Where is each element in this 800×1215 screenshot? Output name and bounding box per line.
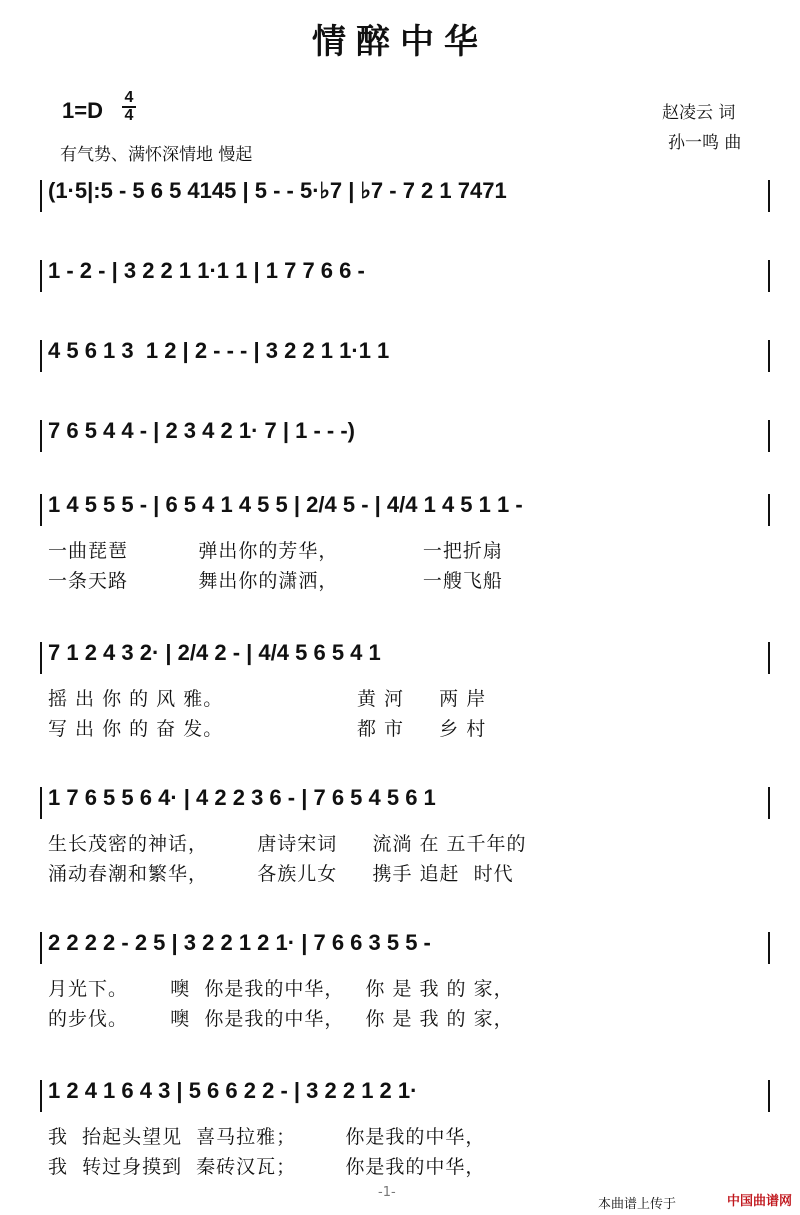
expression-mark: 有气势、满怀深情地 慢起: [60, 145, 253, 165]
time-signature: [122, 90, 136, 124]
meter-top: 4: [124, 89, 134, 106]
lyric-line: 的步伐。 噢 你是我的中华， 你 是 我 的 家，: [48, 1008, 514, 1030]
lyric-line: 摇 出 你 的 风 雅。 黄 河 两 岸: [48, 688, 487, 710]
bar-line: [768, 1080, 770, 1112]
song-title: 情醉中华: [312, 22, 488, 62]
bar-line: [768, 494, 770, 526]
notation-text: 1 2 4 1 6 4 3 | 5 6 6 2 2 - | 3 2 2 1 2 1·: [48, 1078, 418, 1103]
notation-text: 7 6 5 4 4 - | 2 3 4 2 1· 7 | 1 - - -): [48, 418, 356, 443]
meter-bottom: 4: [124, 107, 134, 124]
bar-line: [768, 787, 770, 819]
notation-text: (1·5|:5 - 5 6 5 4145 | 5 - - 5·♭7 | ♭7 - 7 2 1 7471: [48, 178, 507, 203]
lyricist-credit: 赵凌云 词: [662, 103, 736, 123]
bar-line: [40, 260, 42, 292]
bar-line: [40, 1080, 42, 1112]
key-signature: 1=D: [62, 98, 103, 123]
bar-line: [768, 340, 770, 372]
lyric-line: 月光下。 噢 你是我的中华， 你 是 我 的 家，: [48, 978, 514, 1000]
notation-text: 2 2 2 2 - 2 5 | 3 2 2 1 2 1· | 7 6 6 3 5 5 -: [48, 930, 431, 955]
bar-line: [40, 642, 42, 674]
composer-credit: 孙一鸣 曲: [668, 133, 742, 153]
bar-line: [40, 420, 42, 452]
site-logo: 中国曲谱网: [726, 1194, 792, 1209]
bar-line: [40, 340, 42, 372]
bar-line: [40, 494, 42, 526]
lyric-line: 生长茂密的神话， 唐诗宋词 流淌 在 五千年的: [48, 833, 527, 855]
lyric-line: 涌动春潮和繁华， 各族儿女 携手 追赶 时代: [48, 863, 514, 885]
notation-text: 7 1 2 4 3 2· | 2/4 2 - | 4/4 5 6 5 4 1: [48, 640, 381, 665]
notation-text: 1 4 5 5 5 - | 6 5 4 1 4 5 5 | 2/4 5 - | 4/4 1 4 5 1 1 -: [48, 492, 523, 517]
bar-line: [40, 787, 42, 819]
notation-text: 1 7 6 5 5 6 4· | 4 2 2 3 6 - | 7 6 5 4 5 6 1: [48, 785, 436, 810]
bar-line: [768, 420, 770, 452]
bar-line: [40, 180, 42, 212]
notation-text: 1 - 2 - | 3 2 2 1 1·1 1 | 1 7 7 6 6 -: [48, 258, 365, 283]
lyric-line: 一曲琵琶 弹出你的芳华， 一把折扇: [48, 540, 503, 562]
bar-line: [768, 260, 770, 292]
lyric-line: 我 转过身摸到 秦砖汉瓦； 你是我的中华，: [48, 1156, 486, 1178]
lyric-line: 我 抬起头望见 喜马拉雅； 你是我的中华，: [48, 1126, 486, 1148]
bar-line: [768, 932, 770, 964]
bar-line: [768, 180, 770, 212]
lyric-line: 写 出 你 的 奋 发。 都 市 乡 村: [48, 718, 487, 740]
bar-line: [768, 642, 770, 674]
page-number: -1-: [378, 1185, 396, 1200]
notation-text: 4 5 6 1 3 1 2 | 2 - - - | 3 2 2 1 1·1 1: [48, 338, 390, 363]
upload-note: 本曲谱上传于: [598, 1197, 677, 1212]
bar-line: [40, 932, 42, 964]
lyric-line: 一条天路 舞出你的潇洒， 一艘飞船: [48, 570, 503, 592]
